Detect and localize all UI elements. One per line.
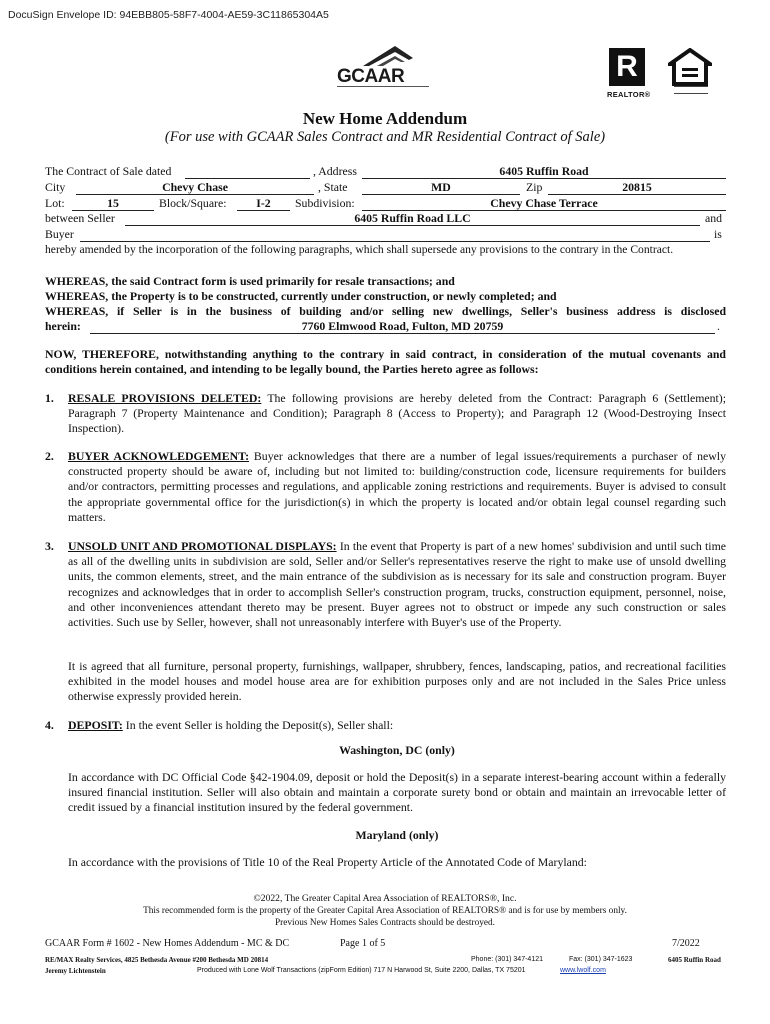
section-4 [68,718,726,733]
state-field[interactable]: MD [362,181,520,195]
city-field[interactable]: Chevy Chase [76,181,314,195]
block-label: Block/Square: [159,196,227,210]
whereas-3: WHEREAS, if Seller is in the business of building and/or selling new dwellings, Seller's business address is disclosed [45,304,726,318]
lwolf-link[interactable]: www.lwolf.com [560,967,606,974]
agent-name: Jeremy Lichtenstein [45,967,106,975]
whereas-1: WHEREAS, the said Contract form is used primarily for resale transactions; and [45,274,455,288]
page-number: Page 1 of 5 [340,938,386,949]
section-3-body: In the event that Property is part of a new homes' subdivision and until such time as all of the dwelling units in subdivision are sold, Seller and/or Seller's representatives reserve the right to make use of unsold dwelling units, the common elements, street, and the main entrance of the subdivision as is necessary for its sale and construction program. Buyer recognizes and acknowledges that in order to accomplish Seller's construction program, trucks, construction equipment, personnel, noise, and other inconveniences attendant thereto may be present. Buyer agrees not to obstruct or impede any such construction or sales activities. Such use by Seller, however, shall not unreasonably interfere with Buyer's use of the Property. [68,539,726,630]
whereas-2: WHEREAS, the Property is to be constructed, currently under construction, or newly completed; and [45,289,557,303]
md-heading: Maryland (only) [355,828,439,842]
section-3-heading: UNSOLD UNIT AND PROMOTIONAL DISPLAYS: [68,539,337,553]
buyer-label: Buyer [45,227,74,241]
fax-line: Fax: (301) 347-1623 [569,956,633,963]
section-1-number: 1. [45,391,54,405]
footer-destroy-line: Previous New Homes Sales Contracts should be destroyed. [275,918,495,928]
page-title: New Home Addendum [302,109,468,128]
seller-field[interactable]: 6405 Ruffin Road LLC [125,212,700,226]
lot-label: Lot: [45,196,65,210]
section-4-number: 4. [45,718,54,732]
section-3-body-2: It is agreed that all furniture, personal property, furnishings, wallpaper, shrubbery, fences, landscaping, patios, and recreational facilities exhibited in the model houses and model house area are for exhibition purposes only and are not included in the Sales Price unless otherwise expressly provided herein. [68,659,726,704]
contract-dated-field[interactable] [185,165,310,179]
section-2-heading: BUYER ACKNOWLEDGEMENT: [68,449,250,463]
buyer-suffix: is [714,227,722,241]
phone-line: Phone: (301) 347-4121 [471,956,543,963]
realtor-label: REALTOR® [607,90,651,99]
state-label: , State [318,180,348,194]
herein-end: . [717,319,720,333]
brokerage-line: RE/MAX Realty Services, 4825 Bethesda Avenue #200 Bethesda MD 20814 [45,956,269,964]
equal-housing-logo [668,48,712,98]
property-ref: 6405 Ruffin Road [668,956,721,964]
page-subtitle: (For use with GCAAR Sales Contract and MR Residential Contract of Sale) [164,129,606,145]
envelope-id: DocuSign Envelope ID: 94EBB805-58F7-4004-AE59-3C11865304A5 [8,9,329,21]
produced-by: Produced with Lone Wolf Transactions (zipForm Edition) 717 N Harwood St, Suite 2200, Dallas, TX 75201 [197,967,526,974]
section-1-body: The following provisions are hereby deleted from the Contract: Paragraph 6 (Settlement); Paragraph 7 (Property Maintenance and Condition); Paragraph 8 (Access to Property); and Paragraph 12 (Wood-Destroying Insect Inspection). [68,391,726,436]
address-label: , Address [313,164,357,178]
dc-heading: Washington, DC (only) [339,743,455,757]
address-field[interactable]: 6405 Ruffin Road [362,165,726,179]
buyer-field[interactable] [80,228,710,242]
city-label: City [45,180,66,194]
gcaar-wordmark: GCAAR [337,66,405,87]
section-2 [68,449,726,525]
lot-field[interactable]: 15 [72,197,154,211]
herein-label: herein: [45,319,81,333]
realtor-logo [605,48,657,98]
contract-dated-label: The Contract of Sale dated [45,164,172,178]
zip-field[interactable]: 20815 [548,181,726,195]
realtor-r-icon: R [609,48,645,86]
seller-business-address-field[interactable]: 7760 Elmwood Road, Fulton, MD 20759 [90,320,715,334]
section-3 [68,539,726,630]
gcaar-roof-icon [333,44,433,68]
section-4-heading: DEPOSIT: [68,718,123,732]
dc-body: In accordance with DC Official Code §42-1904.09, deposit or hold the Deposit(s) in a separate interest-bearing account within a federally insured financial institution. Seller will also obtain and maintain a corporate surety bond or obtain and maintain an irrevocable letter of credit issued by a financial institution insured by the federal government. [68,770,726,815]
now-therefore: NOW, THEREFORE, notwithstanding anything to the contrary in said contract, in consideration of the mutual covenants and conditions herein contained, and intending to be legally bound, the Parties hereto agree as follows: [45,347,726,377]
equal-housing-caption [674,86,708,94]
amended-text: hereby amended by the incorporation of the following paragraphs, which shall supersede any provisions to the contrary in the Contract. [45,243,674,256]
subdivision-label: Subdivision: [295,196,355,210]
subdivision-field[interactable]: Chevy Chase Terrace [362,197,726,211]
gcaar-tagline [337,86,429,89]
md-body: In accordance with the provisions of Title 10 of the Real Property Article of the Annotated Code of Maryland: [68,855,587,869]
section-1-heading: RESALE PROVISIONS DELETED: [68,391,262,405]
section-4-body: In the event Seller is holding the Deposit(s), Seller shall: [122,718,394,732]
zip-label: Zip [526,180,543,194]
seller-label: between Seller [45,211,115,225]
equal-housing-icon [668,48,712,86]
footer-copyright: ©2022, The Greater Capital Area Association of REALTORS®, Inc. [253,893,517,904]
section-1 [68,391,726,437]
form-date: 7/2022 [672,938,700,949]
form-number: GCAAR Form # 1602 - New Homes Addendum - MC & DC [45,938,290,949]
section-3-number: 3. [45,539,54,553]
footer-property-line: This recommended form is the property of the Greater Capital Area Association of REALTORS® and is for use by members only. [143,906,627,916]
seller-suffix: and [705,211,723,225]
section-2-body: Buyer acknowledges that there are a number of legal issues/requirements a purchaser of newly constructed property should be aware of, including but not limited to: building/construction code, licensure requirements for builders and/or contractors, permitting processes and regulations, and applicable zoning restrictions and requirements. Buyer is advised to consult the appropriate governmental office for the jurisdiction(s) in which the property is located and/or obtain legal counsel regarding such matters. [68,449,726,524]
section-2-number: 2. [45,449,54,463]
gcaar-logo [333,44,433,94]
block-field[interactable]: I-2 [237,197,290,211]
